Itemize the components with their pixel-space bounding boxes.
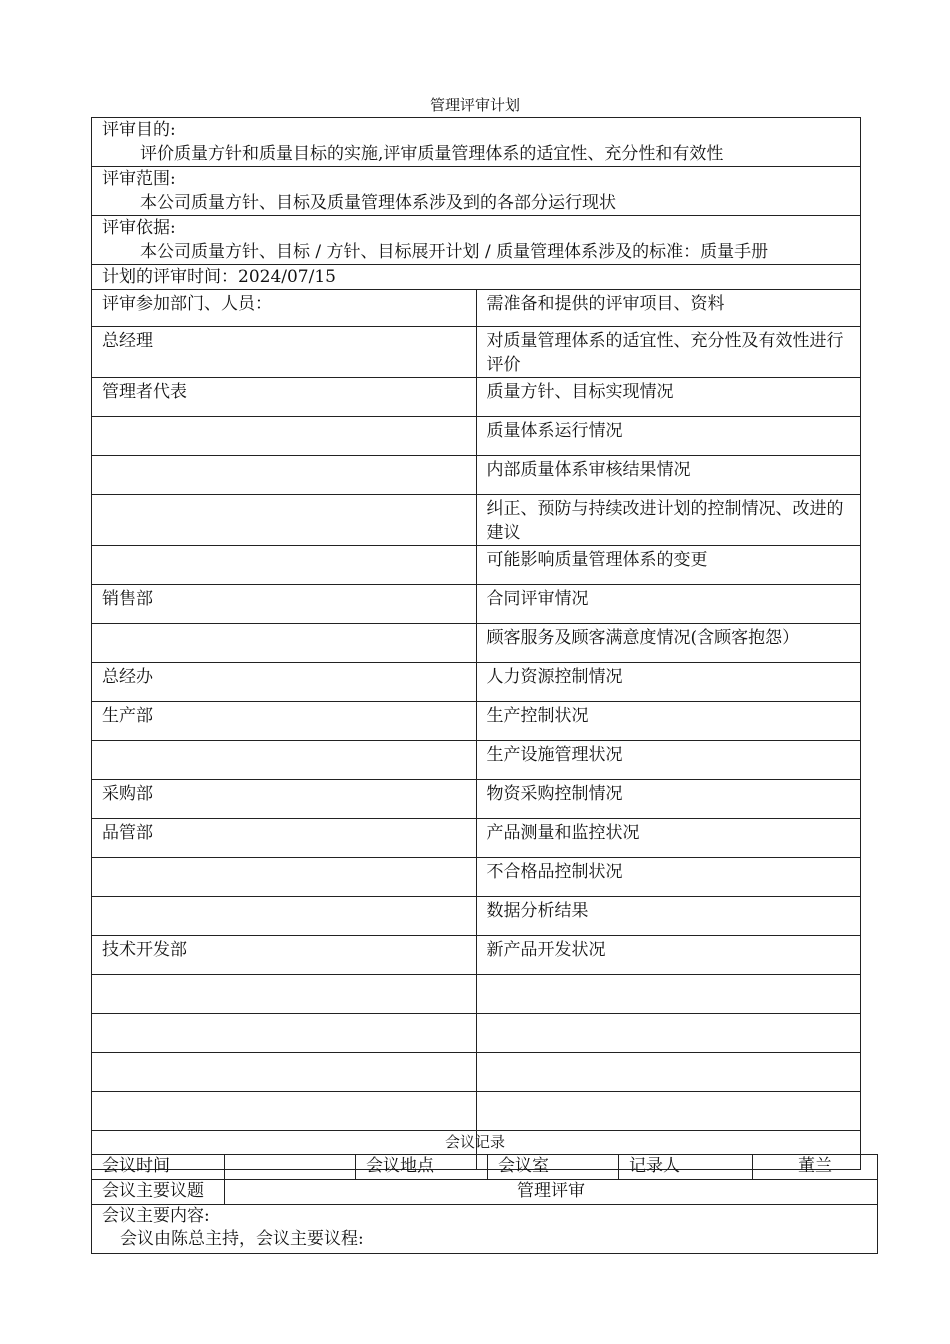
plan-row (92, 495, 861, 546)
department-cell (92, 456, 477, 495)
plan-row (92, 417, 861, 456)
plan-row (92, 1014, 861, 1053)
review-item-cell: 生产设施管理状况 (476, 741, 861, 780)
department-cell: 技术开发部 (92, 936, 477, 975)
review-item-cell: 不合格品控制状况 (476, 858, 861, 897)
time-row (92, 265, 861, 290)
department-cell (92, 1053, 477, 1092)
recorder-label: 记录人 (619, 1155, 753, 1180)
topic-value: 管理评审 (225, 1180, 878, 1205)
plan-row (92, 624, 861, 663)
minutes-meta-row (92, 1155, 878, 1180)
department-cell (92, 1014, 477, 1053)
review-item-cell (476, 1053, 861, 1092)
review-item-cell: 生产控制状况 (476, 702, 861, 741)
meeting-minutes-table (91, 1154, 878, 1254)
plan-row (92, 1053, 861, 1092)
recorder-value: 董兰 (753, 1155, 878, 1180)
review-item-cell (476, 1014, 861, 1053)
scope-row (92, 167, 861, 216)
plan-row (92, 858, 861, 897)
department-cell (92, 624, 477, 663)
plan-row (92, 327, 861, 378)
review-item-cell: 纠正、预防与持续改进计划的控制情况、改进的建议 (476, 495, 861, 546)
department-cell (92, 741, 477, 780)
plan-row (92, 819, 861, 858)
plan-row (92, 378, 861, 417)
department-cell (92, 1092, 477, 1131)
header-departments: 评审参加部门、人员： (92, 290, 477, 327)
purpose-cell (92, 118, 861, 167)
meeting-time-label: 会议时间 (92, 1155, 225, 1180)
department-cell (92, 417, 477, 456)
review-time: 计划的评审时间：2024/07/15 (92, 265, 861, 290)
department-cell (92, 495, 477, 546)
content-label: 会议主要内容: (102, 1206, 210, 1226)
meeting-place-value: 会议室 (488, 1155, 619, 1180)
department-cell: 总经理 (92, 327, 477, 378)
review-item-cell: 人力资源控制情况 (476, 663, 861, 702)
plan-row (92, 663, 861, 702)
review-item-cell: 可能影响质量管理体系的变更 (476, 546, 861, 585)
minutes-title: 会议记录 (444, 1133, 505, 1151)
review-item-cell: 质量体系运行情况 (476, 417, 861, 456)
department-cell: 品管部 (92, 819, 477, 858)
review-item-cell (476, 1092, 861, 1131)
department-cell: 总经办 (92, 663, 477, 702)
plan-row (92, 975, 861, 1014)
plan-title: 管理评审计划 (429, 96, 520, 114)
minutes-content-row (92, 1205, 878, 1254)
plan-row (92, 702, 861, 741)
content-text: 会议由陈总主持，会议主要议程: (120, 1229, 364, 1249)
purpose-text: 评价质量方针和质量目标的实施,评审质量管理体系的适宜性、充分性和有效性 (140, 144, 724, 164)
department-cell: 销售部 (92, 585, 477, 624)
meeting-time-value (225, 1155, 356, 1180)
department-cell: 生产部 (92, 702, 477, 741)
minutes-topic-row (92, 1180, 878, 1205)
header-items: 需准备和提供的评审项目、资料 (476, 290, 861, 327)
review-item-cell: 内部质量体系审核结果情况 (476, 456, 861, 495)
purpose-row (92, 118, 861, 167)
review-plan-table (91, 117, 861, 1170)
basis-text: 本公司质量方针、目标 / 方针、目标展开计划 / 质量管理体系涉及的标准：质量手册 (140, 242, 769, 262)
review-item-cell: 新产品开发状况 (476, 936, 861, 975)
review-item-cell: 数据分析结果 (476, 897, 861, 936)
plan-row (92, 1092, 861, 1131)
department-cell: 管理者代表 (92, 378, 477, 417)
scope-text: 本公司质量方针、目标及质量管理体系涉及到的各部分运行现状 (140, 193, 616, 213)
review-item-cell: 顾客服务及顾客满意度情况(含顾客抱怨） (476, 624, 861, 663)
plan-row (92, 936, 861, 975)
review-item-cell: 产品测量和监控状况 (476, 819, 861, 858)
plan-row (92, 780, 861, 819)
department-cell: 采购部 (92, 780, 477, 819)
review-item-cell (476, 975, 861, 1014)
department-cell (92, 546, 477, 585)
basis-cell (92, 216, 861, 265)
department-cell (92, 975, 477, 1014)
content-cell (92, 1205, 878, 1254)
review-item-cell: 质量方针、目标实现情况 (476, 378, 861, 417)
plan-row (92, 897, 861, 936)
plan-row (92, 546, 861, 585)
plan-row (92, 741, 861, 780)
review-item-cell: 对质量管理体系的适宜性、充分性及有效性进行评价 (476, 327, 861, 378)
scope-cell (92, 167, 861, 216)
basis-row (92, 216, 861, 265)
basis-label: 评审依据: (102, 218, 176, 238)
department-cell (92, 897, 477, 936)
header-row (92, 290, 861, 327)
plan-row (92, 585, 861, 624)
purpose-label: 评审目的: (102, 120, 176, 140)
meeting-place-label: 会议地点 (356, 1155, 488, 1180)
review-item-cell: 合同评审情况 (476, 585, 861, 624)
topic-label: 会议主要议题 (92, 1180, 225, 1205)
scope-label: 评审范围: (102, 169, 176, 189)
plan-row (92, 456, 861, 495)
department-cell (92, 858, 477, 897)
review-item-cell: 物资采购控制情况 (476, 780, 861, 819)
